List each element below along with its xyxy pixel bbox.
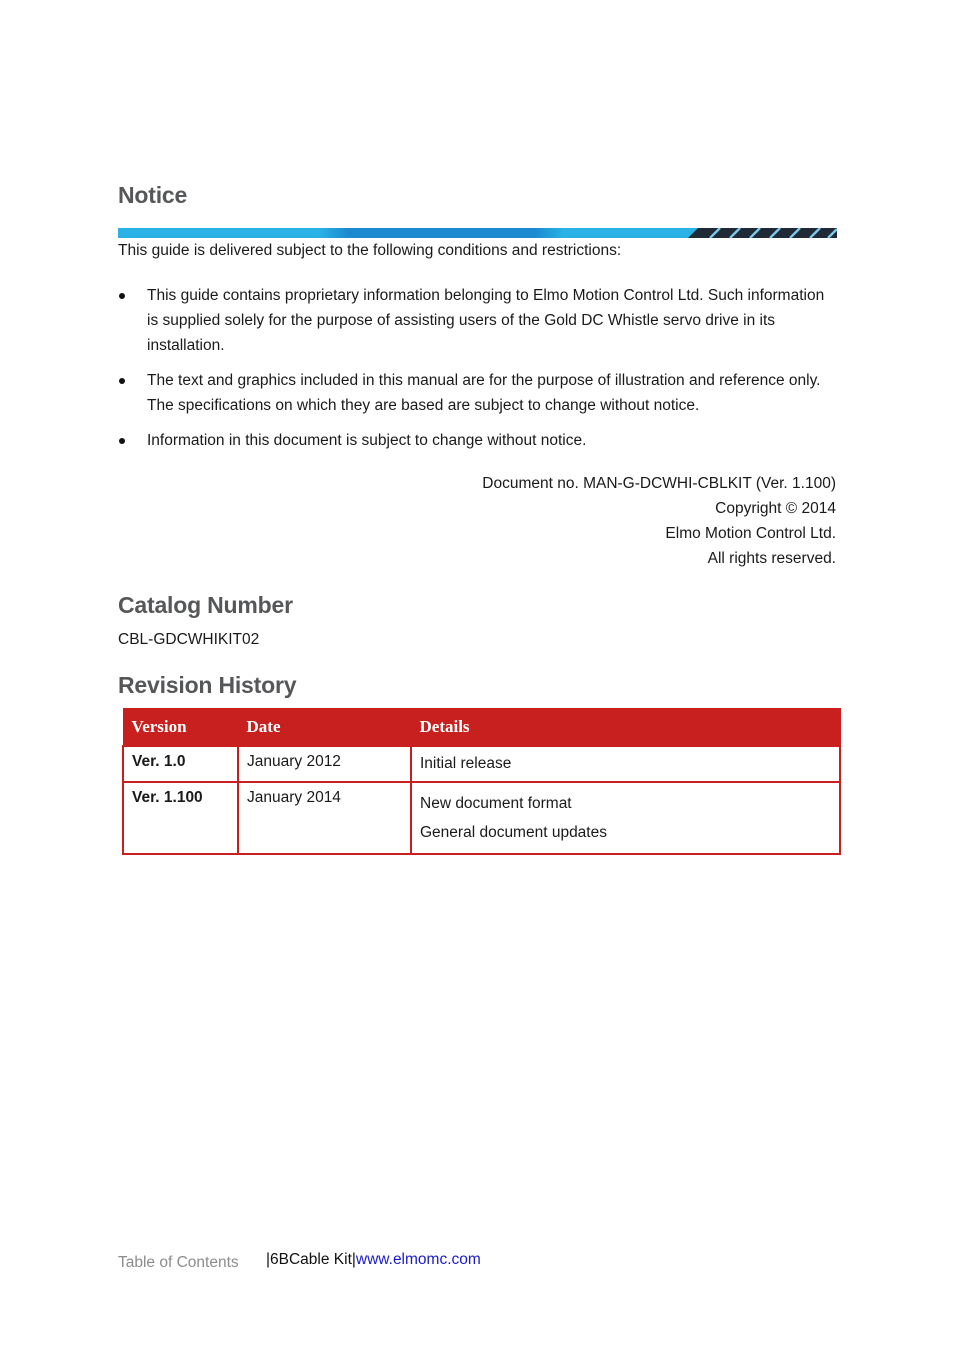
cell-date: January 2012 [238,746,411,782]
bullet-text: Information in this document is subject to change without notice. [147,432,587,449]
footer-document-title [266,1247,481,1272]
table-row [123,782,840,854]
cell-version: Ver. 1.100 [123,782,238,854]
catalog-title: Catalog Number [118,592,293,618]
footer-table-of-contents-link[interactable]: Table of Contents [118,1254,239,1271]
header-version: Version [123,709,238,747]
details-line: Initial release [420,755,512,772]
company-name: Elmo Motion Control Ltd. [665,525,836,542]
notice-title: Notice [118,182,188,208]
notice-bullet-list [118,283,837,463]
list-item [118,368,837,418]
footer-doc-name: |6BCable Kit| [266,1251,356,1268]
header-details: Details [411,709,840,747]
document-info [482,471,836,571]
list-item [118,283,837,358]
footer-website-link[interactable]: www.elmomc.com [355,1251,481,1268]
notice-divider-bar [118,228,837,238]
list-item [118,428,837,453]
bullet-icon [119,293,125,299]
catalog-number: CBL-GDCWHIKIT02 [118,631,260,648]
cell-details [411,746,840,782]
rights-text: All rights reserved. [707,550,836,567]
bullet-icon [119,438,125,444]
notice-intro: This guide is delivered subject to the following conditions and restrictions: [118,242,622,259]
cell-details [411,782,840,854]
bullet-text: The text and graphics included in this manual are for the purpose of illustration and reference only. The specifications on which they are based are subject to change without notice. [147,372,821,414]
bullet-icon [119,378,125,384]
cell-date: January 2014 [238,782,411,854]
document-number: Document no. MAN-G-DCWHI-CBLKIT (Ver. 1.100) [482,475,836,492]
details-line: General document updates [420,824,607,841]
revision-title: Revision History [118,672,297,698]
header-date: Date [238,709,411,747]
details-line: New document format [420,795,572,812]
cell-version: Ver. 1.0 [123,746,238,782]
table-row [123,746,840,782]
copyright: Copyright © 2014 [715,500,836,517]
table-header-row [123,709,840,747]
revision-table [122,708,841,855]
bullet-text: This guide contains proprietary information belonging to Elmo Motion Control Ltd. Such information is supplied solely for the purpose of assisting users of the Gold DC Whistle servo drive in its installation. [147,287,825,354]
